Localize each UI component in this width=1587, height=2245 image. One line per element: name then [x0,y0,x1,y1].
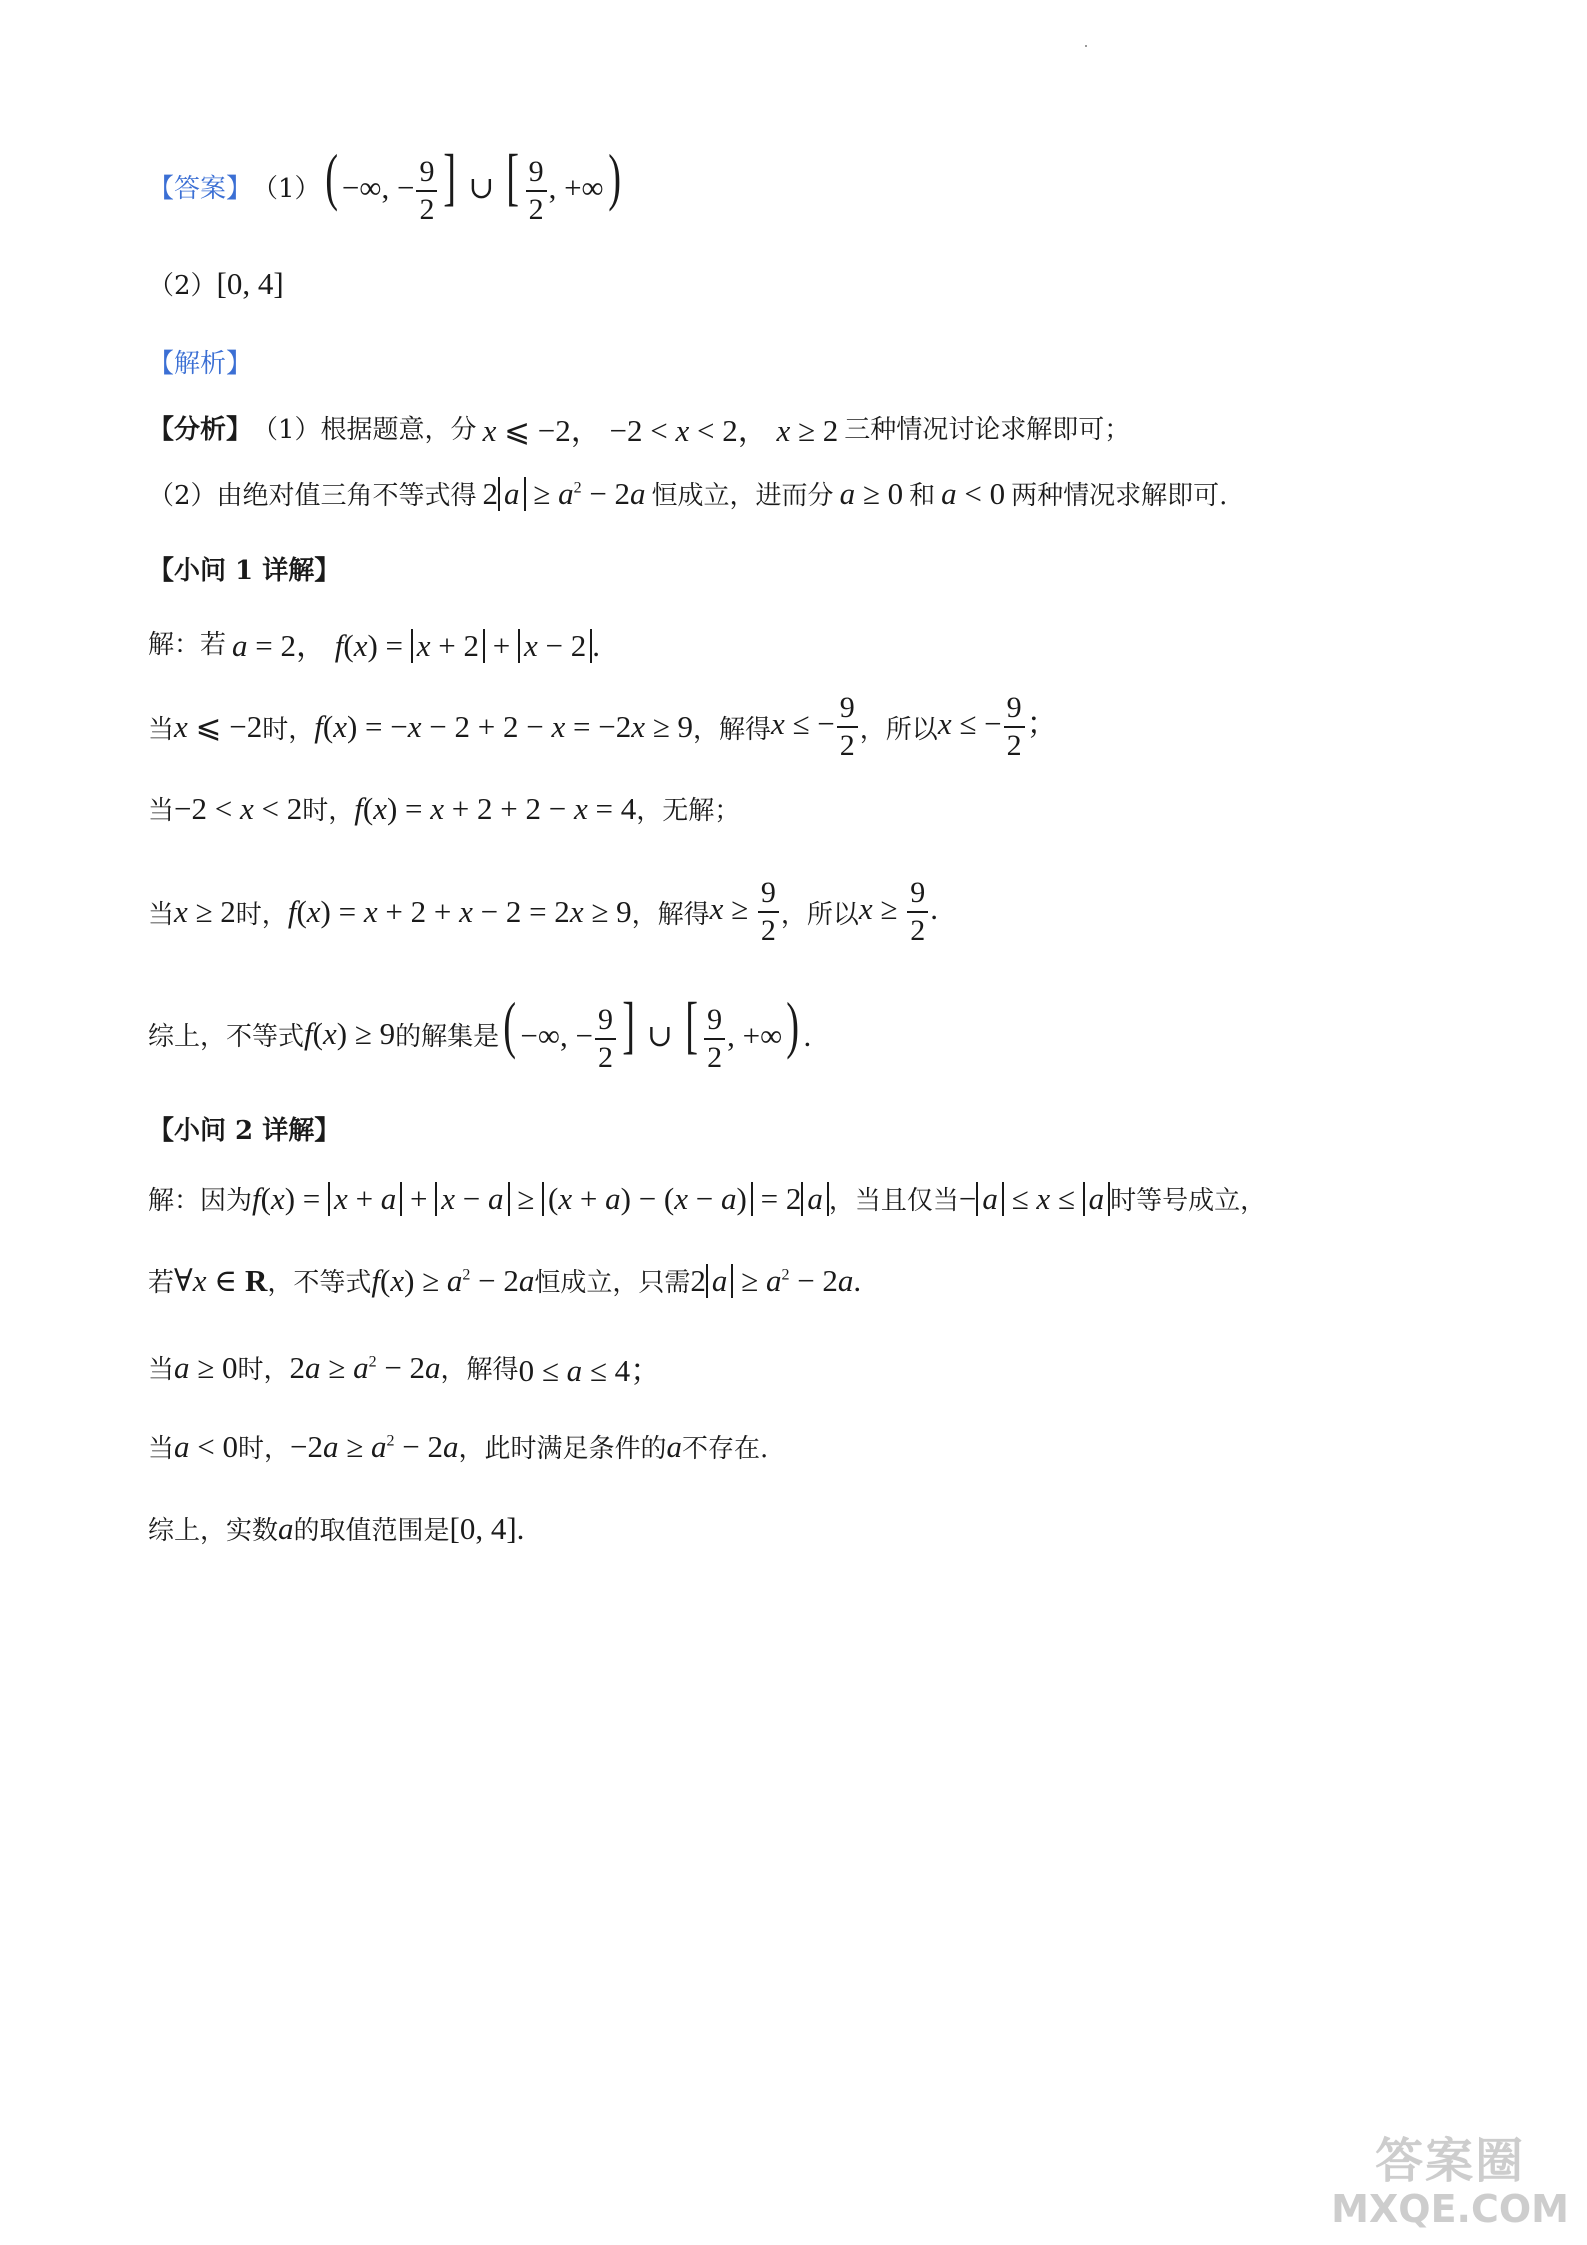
q2-line3 [148,1345,661,1390]
q2-line4 [148,1428,768,1465]
q2-line3-jiede: ，解得 [440,1355,519,1385]
fenxi-line1 [148,405,1130,450]
q1-heading: 【小问 1 详解】 [148,556,341,586]
q2-line5-text-a: 综上，实数 [148,1516,279,1546]
q1-summary [148,989,812,1076]
q2-line3-shi: 时， [237,1355,290,1385]
answer-label: 【答案】 [148,173,253,204]
q2-line1-math: f(x) = x + a + x − a ≥ (x + a) − (x − a) = 2 a [252,1181,829,1217]
fenxi-line2-math: 2 $a \ge a^2 - 2a$ [482,475,646,511]
q1-case2-shi: 时， [302,796,355,826]
answer-part1-prefix: （1） [252,173,321,204]
q1-case1 [148,690,1058,764]
scan-dot [1085,45,1087,47]
fenxi-line2-math-c: a < 0 [941,475,1006,511]
answer-part2 [148,265,284,302]
q2-line5-a: a [278,1510,294,1546]
q2-line5 [148,1510,524,1547]
fenxi-line2-text-a: （2）由绝对值三角不等式得 [148,481,477,511]
q2-line1 [148,1180,1266,1217]
answer-part2-prefix: （2） [148,271,217,301]
q1-summary-fx: f(x) ≥ 9 [304,1016,396,1052]
q1-case1-shi: 时， [262,714,315,745]
watermark-logo: 答案圈 [1375,2133,1526,2189]
q1-case3-expr: f(x) = x + 2 + x − 2 = 2x ≥ 9 [287,894,632,929]
q2-line1-text-b: ，当且仅当 [828,1186,959,1216]
q1-case3-shi: 时， [235,899,288,930]
watermark [1331,2122,1569,2231]
q2-line4-a: a [666,1428,683,1464]
q2-line4-dang: 当 [148,1434,175,1464]
q1-line1-math: a = 2， f(x) = x + 2 + x − 2 . [232,628,601,663]
analysis-label: 【解析】 [148,349,253,379]
q1-case3-dang: 当 [148,899,175,930]
q1-case3 [148,875,938,949]
q2-line3-dang: 当 [148,1355,175,1385]
watermark-url: MXQE.COM [1331,2187,1569,2231]
q2-line3-sol: 0 ≤ a ≤ 4； [518,1353,662,1388]
fenxi-line2-math-b: a ≥ 0 [839,475,904,511]
q2-line4-text-b: ，此时满足条件的 [458,1434,667,1464]
q2-line2-need: 2 $a \ge a^2 - 2a$. [690,1262,862,1298]
q2-line4-text-c: 不存在. [682,1434,769,1464]
q1-case3-cond: x ≥ 2 [174,894,236,929]
q2-line2-text-c: 恒成立，只需 [534,1268,691,1298]
q1-case2-cond: −2 < x < 2 [174,790,303,826]
q1-case1-jiede: ，解得 [693,714,772,745]
q1-summary-text-b: 的解集是 [395,1021,500,1052]
q2-line2-text-a: 若 [148,1268,175,1298]
q2-line5-text-b: 的取值范围是 [293,1516,450,1546]
fenxi-line1-text-a: （1）根据题意，分 [252,415,477,445]
q1-case3-jiede: ，解得 [631,899,710,930]
q1-summary-set: ( −∞, − $\frac{9}{2}$ ] ∪ [ $\frac{9}{2}$ , +∞) . [503,989,812,1074]
answer-part1 [148,141,625,228]
q1-case1-dang: 当 [148,714,175,745]
fenxi-line2-text-d: 两种情况求解即可. [1011,481,1228,511]
fenxi-line2-text-c: 和 [909,481,936,511]
q2-line2-text-b: ，不等式 [267,1268,372,1298]
q2-heading: 【小问 2 详解】 [148,1116,341,1146]
answer-part2-value: [0, 4] [216,265,284,301]
q2-line1-text-a: 解：因为 [148,1186,253,1216]
q1-summary-text-a: 综上，不等式 [148,1021,305,1052]
q2-line2-ineq: $f(x) \ge a^2 - 2a$ [371,1262,535,1298]
q2-line1-cond: − a ≤ x ≤ a [959,1181,1110,1217]
q1-line1-text: 解：若 [148,630,227,660]
q2-line4-ineq: $-2a \ge a^2 - 2a$ [290,1428,459,1464]
q2-line2-forall: ∀x ∈ R [174,1262,268,1298]
answer-part1-math: ( −∞, − $\frac{9}{2}$ ] ∪ [ $\frac{9}{2}$ , +∞) [324,141,621,226]
q1-case2 [148,790,740,827]
fenxi-line1-math: x ⩽ −2， −2 < x < 2， x ≥ 2 [482,413,839,448]
q2-line4-cond: a < 0 [174,1428,238,1464]
q1-line1 [148,620,600,665]
fenxi-line2 [148,475,1227,512]
q1-case2-expr: f(x) = x + 2 + 2 − x = 4 [354,790,637,826]
fenxi-line1-text-b: 三种情况讨论求解即可； [844,415,1131,445]
q1-case1-cond: x ⩽ −2 [174,709,263,744]
q1-case1-suoyi: ，所以 [859,714,938,745]
q1-case3-sol: x ≥ $\frac{9}{2}$ [710,875,781,949]
q1-case3-suoyi: ，所以 [780,899,859,930]
fenxi-line2-text-b: 恒成立，进而分 [651,481,834,511]
q1-case1-result: x ≤ − $\frac{9}{2}$ ； [937,691,1058,762]
q1-case3-result: x ≥ $\frac{9}{2}$ . [858,876,938,947]
q2-line3-ineq: $2a \ge a^2 - 2a$ [289,1349,441,1385]
q2-line3-cond: a ≥ 0 [174,1349,238,1385]
q2-line4-shi: 时， [238,1434,291,1464]
q1-case1-expr: f(x) = −x − 2 + 2 − x = −2x ≥ 9 [314,709,694,744]
q1-case2-dang: 当 [148,796,175,826]
q2-line2 [148,1262,861,1299]
q1-case1-sol: x ≤ − $\frac{9}{2}$ [771,690,860,764]
q2-line1-text-c: 时等号成立， [1110,1186,1267,1216]
q2-line5-range: [0, 4]. [449,1510,525,1546]
q1-case2-wujie: ，无解； [636,796,741,826]
fenxi-label: 【分析】 [148,415,253,445]
